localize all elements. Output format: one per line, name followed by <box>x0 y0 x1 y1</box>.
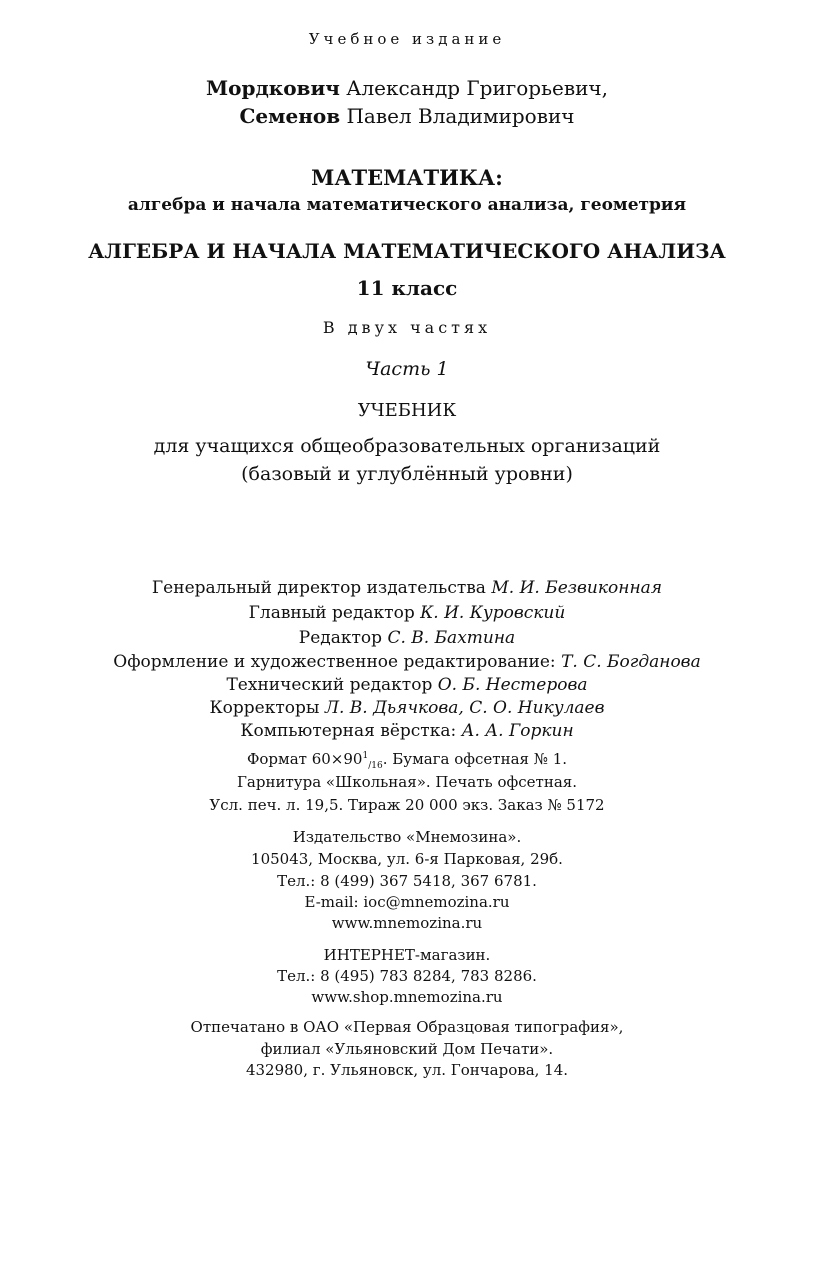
author-1 <box>0 76 814 100</box>
title-main: МАТЕМАТИКА: <box>311 165 503 190</box>
staff-person: К. И. Куровский <box>420 603 566 623</box>
edition-label: Учебное издание <box>308 30 506 48</box>
shop-phone: Тел.: 8 (495) 783 8284, 783 8286. <box>277 967 537 985</box>
spec-print: Усл. печ. л. 19,5. Тираж 20 000 экз. Заказ № 5172 <box>209 796 605 814</box>
publisher-name: Издательство «Мнемозина». <box>292 828 522 846</box>
staff-line <box>0 675 814 695</box>
title-sub: алгебра и начала математического анализа, геометрия <box>127 195 687 215</box>
shop-site: www.shop.mnemozina.ru <box>311 988 503 1006</box>
staff-person: А. А. Горкин <box>461 721 574 741</box>
course-title: АЛГЕБРА И НАЧАЛА МАТЕМАТИЧЕСКОГО АНАЛИЗА <box>88 239 726 263</box>
staff-role: Главный редактор <box>248 603 415 623</box>
spec-format-sub: /16 <box>368 761 383 771</box>
staff-role: Технический редактор <box>226 675 433 695</box>
staff-line <box>0 603 814 623</box>
author-2 <box>0 104 814 128</box>
audience-line-2: (базовый и углублённый уровни) <box>241 463 573 485</box>
staff-role: Корректоры <box>209 698 320 718</box>
author-1-surname: Мордкович <box>205 76 340 100</box>
shop-name: ИНТЕРНЕТ-магазин. <box>323 946 491 964</box>
staff-person: Л. В. Дьячкова, С. О. Никулаев <box>324 698 605 718</box>
parts-label: В двух частях <box>322 318 492 337</box>
staff-person: С. В. Бахтина <box>387 628 516 648</box>
publisher-email: E-mail: ioc@mnemozina.ru <box>304 893 510 911</box>
author-1-name: Александр Григорьевич, <box>346 76 609 100</box>
author-2-surname: Семенов <box>239 104 341 128</box>
staff-line <box>0 578 814 598</box>
spec-format <box>0 750 814 771</box>
staff-person: М. И. Безвиконная <box>491 578 663 598</box>
publisher-phone: Тел.: 8 (499) 367 5418, 367 6781. <box>277 872 537 890</box>
spec-format-suffix: . Бумага офсетная № 1. <box>382 750 568 768</box>
staff-line <box>0 628 814 648</box>
spec-typeface: Гарнитура «Школьная». Печать офсетная. <box>237 773 577 791</box>
staff-line <box>0 721 814 741</box>
publisher-site: www.mnemozina.ru <box>331 914 483 932</box>
staff-line <box>0 652 814 672</box>
staff-person: Т. С. Богданова <box>561 652 701 672</box>
staff-role: Генеральный директор издательства <box>151 578 486 598</box>
printer-line-2: филиал «Ульяновский Дом Печати». <box>260 1040 554 1058</box>
spec-format-prefix: Формат 60×90 <box>246 750 363 768</box>
publisher-address: 105043, Москва, ул. 6-я Парковая, 29б. <box>251 850 563 868</box>
staff-role: Компьютерная вёрстка: <box>240 721 457 741</box>
staff-role: Оформление и художественное редактирование: <box>113 652 556 672</box>
spec-format-sup: 1 <box>362 751 369 761</box>
printer-line-1: Отпечатано в ОАО «Первая Образцовая типография», <box>190 1018 624 1036</box>
staff-person: О. Б. Нестерова <box>437 675 588 695</box>
grade: 11 класс <box>356 276 458 300</box>
printer-line-3: 432980, г. Ульяновск, ул. Гончарова, 14. <box>245 1061 569 1079</box>
staff-line <box>0 698 814 718</box>
book-type: УЧЕБНИК <box>357 400 457 421</box>
staff-role: Редактор <box>298 628 383 648</box>
author-2-name: Павел Владимирович <box>346 104 575 128</box>
audience-line-1: для учащихся общеобразовательных организаций <box>153 435 661 457</box>
part-label: Часть 1 <box>365 358 449 380</box>
